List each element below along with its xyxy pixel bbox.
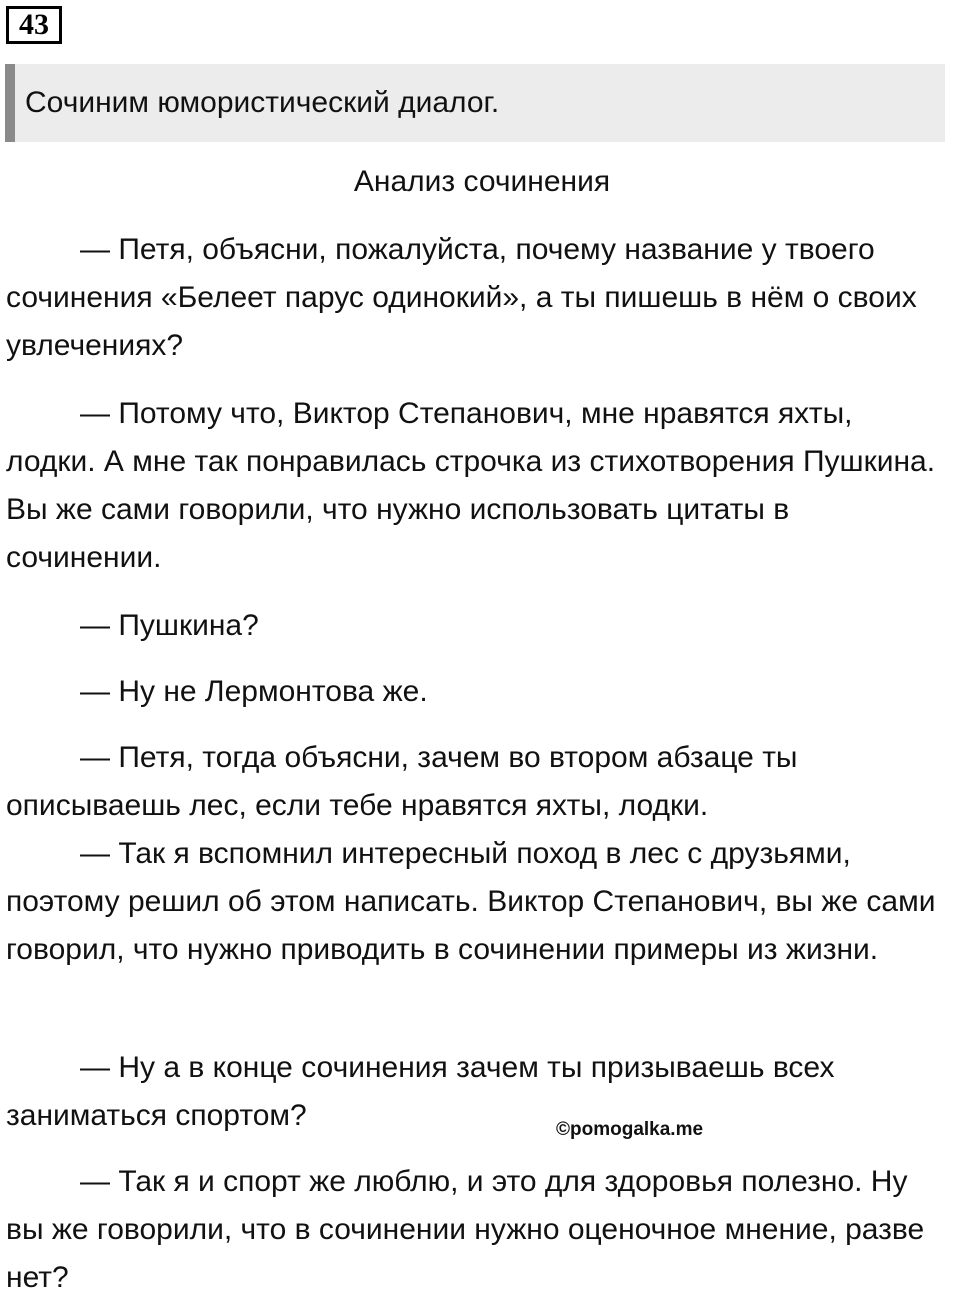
analysis-title: Анализ сочинения <box>353 165 611 198</box>
dialogue-line: — Ну а в конце сочинения зачем ты призываешь всех заниматься спортом? <box>6 1051 835 1132</box>
dialogue-line: — Петя, тогда объясни, зачем во втором абзаце ты описываешь лес, если тебе нравятся яхты, лодки. <box>6 741 798 822</box>
task-banner <box>5 64 945 142</box>
dialogue-line: — Пушкина? <box>80 609 259 642</box>
task-text: Сочиним юмористический диалог. <box>25 86 500 119</box>
exercise-number: 43 <box>6 6 62 44</box>
dialogue-line: — Петя, объясни, пожалуйста, почему название у твоего сочинения «Белеет парус одинокий», а ты пишешь в нём о своих увлечениях? <box>6 233 917 362</box>
watermark: ©pomogalka.me <box>556 1119 704 1140</box>
dialogue-line: — Так я и спорт же люблю, и это для здоровья полезно. Ну вы же говорили, что в сочинении нужно оценочное мнение, разве нет? <box>6 1165 925 1294</box>
dialogue-line: — Ну не Лермонтова же. <box>80 675 428 708</box>
dialogue-line: — Потому что, Виктор Степанович, мне нравятся яхты, лодки. А мне так понравилась строчка из стихотворения Пушкина. Вы же сами говорили, что нужно использовать цитаты в сочинении. <box>6 397 936 574</box>
dialogue-line: — Так я вспомнил интересный поход в лес с друзьями, поэтому решил об этом написать. Виктор Степанович, вы же сами говорил, что нужно приводить в сочинении примеры из жизни. <box>6 837 936 966</box>
